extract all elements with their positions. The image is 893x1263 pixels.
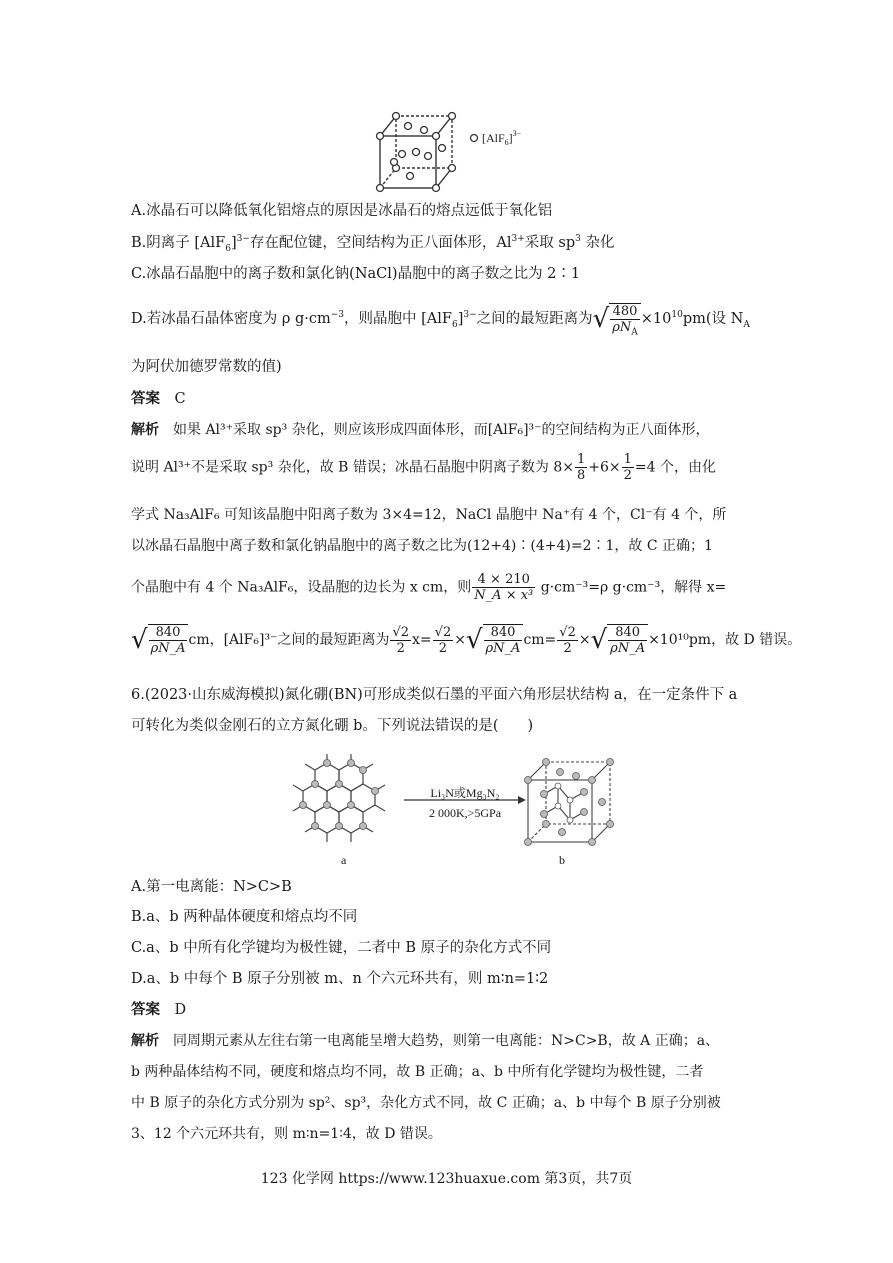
q6-analysis-2: b 两种晶体结构不同，硬度和熔点均不同，故 B 正确；a、b 中所有化学键均为极性键，二者 bbox=[131, 1064, 704, 1080]
q6-stem-2: 可转化为类似金刚石的立方氮化硼 b。下列说法错误的是( ) bbox=[131, 718, 534, 734]
crystal-cell-figure bbox=[370, 108, 560, 194]
figure-legend: $[AlF_6]^{3-}$ bbox=[482, 129, 522, 147]
q5-option-b: B.阴离子 $[AlF_6]^{3-}$存在配位键，空间结构为正八面体形，$Al^{3+}$采取 $sp^3$ 杂化 bbox=[131, 234, 615, 254]
q5-analysis-5: 个晶胞中有 4 个 Na₃AlF₆，设晶胞的边长为 x cm，则 $\frac{4 \times 210}{\text{N\_A × x³}}$ g·cm⁻³=ρ g·cm⁻³，解得 x= bbox=[131, 572, 727, 603]
q6-analysis-4: 3、12 个六元环共有，则 m∶n=1∶4，故 D 错误。 bbox=[131, 1126, 442, 1142]
q5-option-a: A.冰晶石可以降低氧化铝熔点的原因是冰晶石的熔点远低于氧化铝 bbox=[131, 203, 553, 219]
q6-option-d: D.a、b 中每个 B 原子分别被 m、n 个六元环共有，则 m∶n=1∶2 bbox=[131, 971, 549, 987]
q5-option-c: C.冰晶石晶胞中的离子数和氯化钠(NaCl)晶胞中的离子数之比为 2∶1 bbox=[131, 266, 581, 282]
q6-option-a: A.第一电离能：N>C>B bbox=[131, 879, 292, 895]
q6-option-c: C.a、b 中所有化学键均为极性键，二者中 B 原子的杂化方式不同 bbox=[131, 940, 552, 956]
reaction-condition-top: Li₃N或Mg₃N₂ bbox=[430, 786, 500, 800]
page-footer: 123 化学网 https://www.123huaxue.com 第3页，共7页 bbox=[260, 1171, 633, 1187]
q5-analysis-3: 学式 Na₃AlF₆ 可知该晶胞中阳离子数为 3×4=12，NaCl 晶胞中 Na⁺有 4 个，Cl⁻有 4 个，所 bbox=[131, 507, 727, 523]
q6-analysis-1: 解析 同周期元素从左往右第一电离能呈增大趋势，则第一电离能：N>C>B，故 A 正确；a、 bbox=[131, 1033, 720, 1049]
q5-analysis-6: √ $\frac{840}{\rho N\_A}$ cm，[AlF₆]³⁻之间的最短距离为 $\frac{√2}{2}$ x= $\frac{√2}{2}$ ×√ $\frac{840}{\rho N\_A}$ cm= $\frac{√2}{2}$ ×√ $\frac{840}{\rho N\_A}$ ×10¹⁰pm，故 D 错误。 bbox=[131, 624, 802, 656]
q5-analysis-4: 以冰晶石晶胞中离子数和氯化钠晶胞中的离子数之比为(12+4)∶(4+4)=2∶1，故 C 正确；1 bbox=[131, 538, 713, 554]
q6-option-b: B.a、b 两种晶体硬度和熔点均不同 bbox=[131, 909, 358, 925]
q5-analysis-2: 说明 Al³⁺不是采取 sp³ 杂化，故 B 错误；冰晶石晶胞中阴离子数为 8× $\frac{1}{8}$ +6× $\frac{1}{2}$ =4 个，由化 bbox=[131, 452, 717, 483]
q5-option-d-cont: 为阿伏加德罗常数的值) bbox=[131, 359, 282, 375]
caption-b: b bbox=[559, 853, 565, 867]
q5-option-d: D.若冰晶石晶体密度为 ρ $g\cdot cm^{-3}$，则晶胞中 $[AlF_6]^{3-}$之间的最短距离为√ $\frac{480}{\rho N_A}$ $\times 10^{10}pm$(设 $N_A$ bbox=[131, 304, 750, 338]
caption-a: a bbox=[341, 853, 347, 867]
q6-answer: 答案 D bbox=[131, 1002, 187, 1018]
reaction-condition-bottom: 2 000K,>5GPa bbox=[428, 806, 502, 820]
q6-analysis-3: 中 B 原子的杂化方式分别为 sp²、sp³，杂化方式不同，故 C 正确；a、b 中每个 B 原子分别被 bbox=[131, 1095, 721, 1111]
q5-answer: 答案 C bbox=[131, 391, 186, 407]
reaction-arrow-icon bbox=[404, 795, 526, 805]
hexagonal-layer-figure bbox=[285, 752, 400, 852]
q6-stem-1: 6.(2023·山东威海模拟)氮化硼(BN)可形成类似石墨的平面六角形层状结构 a，在一定条件下 a bbox=[131, 687, 738, 703]
cubic-bn-figure bbox=[520, 756, 620, 852]
q5-analysis-1: 解析 如果 Al³⁺采取 sp³ 杂化，则应该形成四面体形，而[AlF₆]³⁻的空间结构为正八面体形， bbox=[131, 422, 710, 438]
